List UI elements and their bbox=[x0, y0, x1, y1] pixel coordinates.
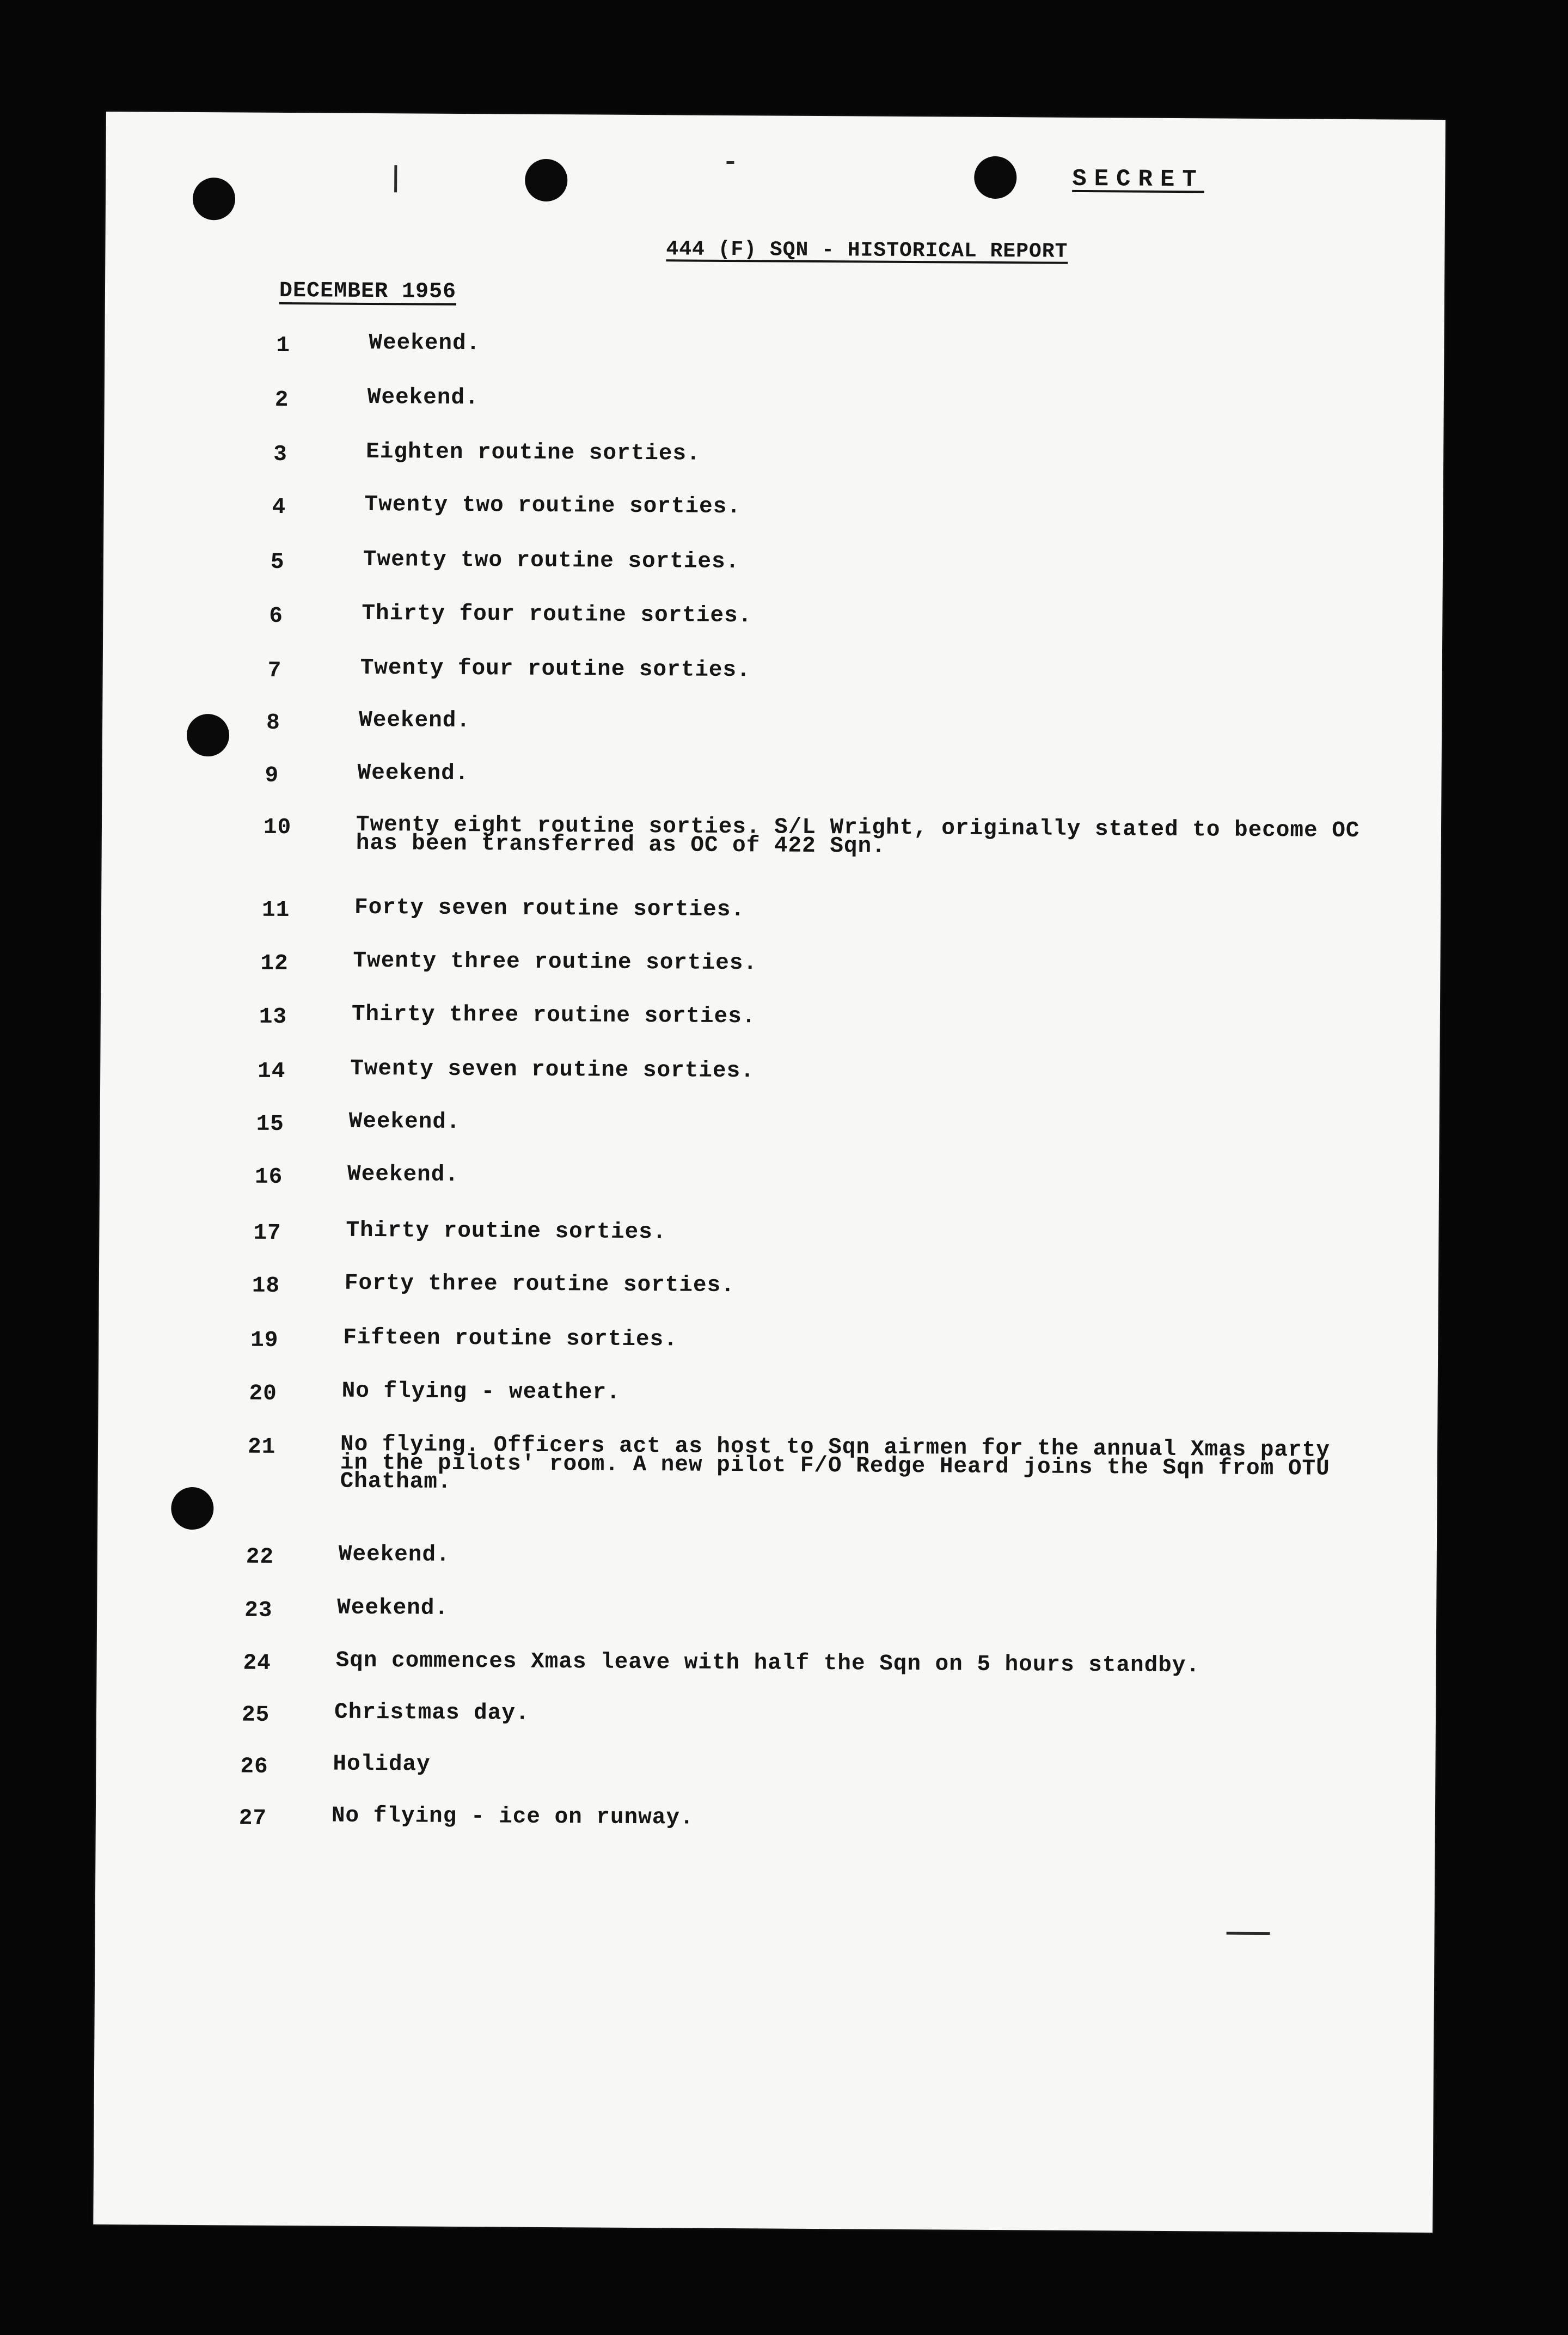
entry-day: 16 bbox=[254, 1164, 283, 1190]
list-item bbox=[265, 760, 1381, 796]
list-item bbox=[249, 1378, 1365, 1414]
entry-day: 22 bbox=[246, 1544, 274, 1570]
list-item bbox=[246, 1542, 1362, 1577]
entry-text: Twenty seven routine sorties. bbox=[350, 1056, 755, 1084]
entry-text: Sqn commences Xmas leave with half the Sqn on 5 hours standby. bbox=[335, 1648, 1200, 1679]
entry-day: 19 bbox=[250, 1328, 279, 1353]
list-item bbox=[269, 601, 1385, 636]
entry-text: Weekend. bbox=[359, 707, 471, 734]
entry-day: 18 bbox=[252, 1273, 280, 1299]
entry-day: 12 bbox=[260, 951, 289, 977]
entry-day: 13 bbox=[259, 1004, 287, 1030]
entry-day: 2 bbox=[274, 387, 289, 413]
entry-day: 11 bbox=[261, 897, 290, 924]
entry-day: 14 bbox=[258, 1059, 286, 1085]
entry-text: No flying - ice on runway. bbox=[331, 1803, 694, 1831]
entry-day: 5 bbox=[270, 549, 285, 576]
entry-text: Twenty two routine sorties. bbox=[364, 492, 742, 520]
entry-day: 8 bbox=[266, 710, 280, 736]
entry-text: Thirty four routine sorties. bbox=[362, 601, 752, 629]
list-item bbox=[270, 547, 1387, 582]
entry-text: Holiday bbox=[333, 1751, 431, 1777]
list-item bbox=[259, 1001, 1375, 1037]
entry-day: 20 bbox=[249, 1381, 277, 1407]
entry-text: Fifteen routine sorties. bbox=[343, 1325, 678, 1353]
list-item bbox=[252, 1270, 1368, 1306]
entry-day: 25 bbox=[241, 1702, 270, 1728]
list-item bbox=[266, 707, 1382, 743]
entry-text: Forty three routine sorties. bbox=[344, 1270, 735, 1299]
entry-text: Christmas day. bbox=[334, 1700, 530, 1726]
entry-text: Thirty three routine sorties. bbox=[351, 1001, 756, 1030]
list-item bbox=[247, 1432, 1364, 1497]
list-item bbox=[267, 655, 1384, 690]
list-item bbox=[263, 812, 1380, 859]
classification-label: SECRET bbox=[1072, 165, 1204, 194]
entry-text: Twenty eight routine sorties. S/L Wright, originally stated to become OC has been transferred as OC of 422 Sqn. bbox=[356, 812, 1360, 859]
report-title: 444 (F) SQN - HISTORICAL REPORT bbox=[666, 237, 1068, 264]
list-item bbox=[258, 1056, 1374, 1091]
entry-text: Forty seven routine sorties. bbox=[354, 895, 745, 923]
list-item bbox=[261, 895, 1378, 930]
entry-text: Weekend. bbox=[338, 1542, 450, 1568]
list-item bbox=[250, 1325, 1367, 1360]
entry-day: 6 bbox=[269, 603, 284, 629]
list-item bbox=[254, 1162, 1371, 1197]
entry-text: No flying. Officers act as host to Sqn airmen for the annual Xmas party in the pilots' room. A new pilot F/O Redge Heard joins the Sqn from OTU Chatham. bbox=[340, 1432, 1331, 1495]
entry-text: Twenty four routine sorties. bbox=[360, 655, 751, 683]
entry-text: Twenty three routine sorties. bbox=[353, 948, 758, 976]
list-item bbox=[241, 1700, 1358, 1735]
entry-day: 26 bbox=[240, 1754, 268, 1780]
entry-text: No flying - weather. bbox=[341, 1378, 621, 1405]
entry-text: Weekend. bbox=[367, 384, 479, 411]
list-item bbox=[238, 1803, 1355, 1838]
entry-text: Thirty routine sorties. bbox=[346, 1218, 667, 1245]
list-item bbox=[243, 1648, 1359, 1683]
entry-day: 3 bbox=[273, 442, 287, 468]
entry-day: 7 bbox=[267, 658, 282, 683]
list-item bbox=[274, 384, 1391, 420]
list-item bbox=[273, 439, 1389, 474]
entry-day: 15 bbox=[256, 1111, 285, 1138]
list-item bbox=[256, 1109, 1373, 1144]
entry-day: 9 bbox=[265, 763, 279, 788]
entry-day: 27 bbox=[238, 1806, 267, 1831]
entry-day: 10 bbox=[263, 815, 292, 841]
entry-text: Weekend. bbox=[337, 1595, 449, 1621]
entry-day: 21 bbox=[247, 1434, 276, 1460]
list-item bbox=[253, 1218, 1369, 1253]
entry-day: 17 bbox=[253, 1220, 281, 1246]
list-item bbox=[276, 330, 1392, 365]
report-month: DECEMBER 1956 bbox=[279, 278, 457, 304]
document-page bbox=[93, 112, 1445, 2233]
entry-text: Eighten routine sorties. bbox=[366, 439, 701, 467]
entry-text: Weekend. bbox=[369, 330, 481, 357]
list-item bbox=[272, 492, 1388, 527]
entry-day: 4 bbox=[272, 494, 286, 521]
list-item bbox=[244, 1595, 1361, 1630]
list-item bbox=[240, 1751, 1356, 1787]
entry-day: 23 bbox=[244, 1598, 273, 1623]
entry-text: Weekend. bbox=[357, 760, 469, 787]
list-item bbox=[260, 948, 1376, 983]
entry-text: Twenty two routine sorties. bbox=[363, 547, 740, 575]
entry-day: 1 bbox=[276, 333, 291, 359]
entry-text: Weekend. bbox=[348, 1109, 461, 1135]
entry-text: Weekend. bbox=[347, 1162, 460, 1188]
entry-day: 24 bbox=[243, 1651, 271, 1676]
diary-entries bbox=[93, 112, 1445, 2233]
